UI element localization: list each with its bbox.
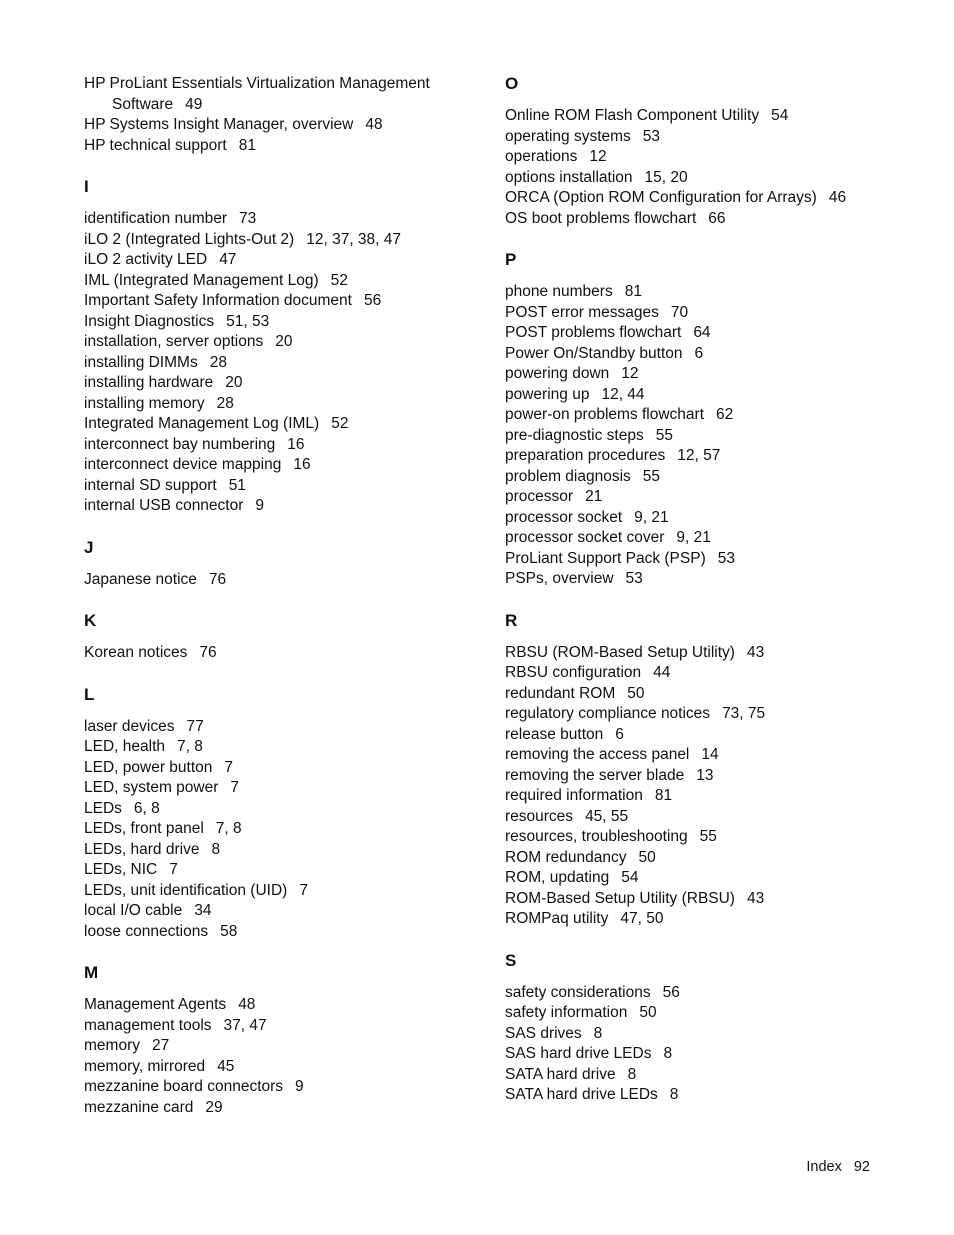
index-page-ref[interactable]: 45 — [217, 1057, 235, 1075]
index-term: RBSU (ROM-Based Setup Utility) — [505, 643, 735, 661]
index-entry — [505, 549, 925, 570]
index-term: regulatory compliance notices — [505, 705, 711, 722]
index-term: installing memory — [84, 394, 205, 412]
index-entry — [84, 758, 484, 779]
index-section-o — [505, 74, 925, 229]
index-page-ref[interactable]: 48 — [238, 996, 256, 1013]
index-page-ref[interactable]: 7, 8 — [215, 820, 242, 837]
index-section-r — [505, 590, 925, 930]
index-term: ProLiant Support Pack (PSP) — [505, 549, 706, 567]
index-term: preparation procedures — [505, 447, 666, 464]
index-page-ref[interactable]: 27 — [151, 1037, 170, 1054]
index-letter-heading: S — [505, 950, 517, 970]
index-page-ref[interactable]: 48 — [365, 116, 383, 133]
index-term: interconnect device mapping — [84, 456, 282, 473]
index-entry — [505, 209, 925, 230]
index-term: Power On/Standby button — [505, 344, 683, 362]
index-letter-heading: L — [84, 684, 95, 704]
index-term: LEDs, NIC — [84, 861, 158, 878]
index-entry — [505, 528, 925, 549]
index-section-p — [505, 229, 925, 590]
index-term: operating systems — [505, 127, 631, 145]
index-entry — [84, 435, 484, 456]
index-term: processor socket — [505, 508, 623, 526]
index-page-ref[interactable]: 47 — [219, 251, 237, 268]
index-page-ref[interactable]: 12, 37, 38, 47 — [306, 230, 402, 248]
index-term: operations — [505, 148, 578, 165]
index-entry — [84, 840, 484, 861]
index-term: redundant ROM — [505, 684, 616, 702]
index-entry — [505, 983, 925, 1004]
index-term: installation, server options — [84, 333, 264, 350]
index-page-ref[interactable]: 45, 55 — [585, 807, 629, 825]
index-entry — [84, 995, 484, 1016]
index-entry — [84, 860, 484, 881]
index-page-ref[interactable]: 12 — [621, 365, 639, 382]
index-term: interconnect bay numbering — [84, 435, 276, 453]
index-page-ref[interactable]: 44 — [653, 664, 671, 681]
index-term: phone numbers — [505, 283, 613, 300]
index-term: processor — [505, 488, 574, 505]
index-entry — [84, 881, 484, 902]
index-page-ref[interactable]: 9, 21 — [676, 529, 711, 546]
index-entry — [84, 1057, 484, 1078]
index-term: removing the access panel — [505, 746, 690, 763]
index-page-ref[interactable]: 81 — [238, 136, 256, 154]
index-term: PSPs, overview — [505, 570, 614, 587]
index-entry — [84, 250, 484, 271]
index-page-ref[interactable]: 52 — [331, 415, 349, 432]
index-term: identification number — [84, 210, 228, 227]
index-section-s — [505, 930, 925, 1106]
index-entry — [505, 467, 925, 488]
index-term: release button — [505, 725, 604, 743]
index-page-ref[interactable]: 8 — [663, 1045, 673, 1062]
index-letter-heading: K — [84, 611, 97, 630]
index-term: internal SD support — [84, 476, 217, 494]
index-term: LEDs, hard drive — [84, 840, 200, 858]
index-term: OS boot problems flowchart — [505, 209, 697, 227]
index-term: ORCA (Option ROM Configuration for Arrays) — [505, 189, 817, 206]
index-page-ref[interactable]: 53 — [625, 570, 643, 587]
index-page-ref[interactable]: 6 — [694, 344, 704, 362]
index-page-ref[interactable]: 76 — [199, 644, 217, 661]
index-letter-heading: J — [84, 537, 94, 557]
index-term: POST error messages — [505, 303, 659, 321]
index-letter-heading: M — [84, 963, 99, 982]
index-entry — [505, 508, 925, 529]
index-entry — [84, 414, 484, 435]
index-section-continued — [84, 74, 484, 156]
index-term: Software — [112, 95, 174, 113]
index-term: SATA hard drive — [505, 1065, 616, 1083]
index-page-ref[interactable]: 7 — [230, 779, 240, 796]
index-page-ref[interactable]: 47, 50 — [620, 910, 664, 927]
index-entry — [505, 487, 925, 508]
index-term: LED, power button — [84, 758, 213, 776]
index-page-ref[interactable]: 21 — [585, 488, 603, 505]
index-term: powering up — [505, 385, 590, 403]
index-entry — [505, 1024, 925, 1045]
index-term: iLO 2 activity LED — [84, 251, 208, 268]
index-entry — [84, 570, 484, 591]
index-page-ref[interactable]: 56 — [363, 292, 382, 309]
index-page-ref[interactable]: 15, 20 — [644, 168, 688, 186]
index-entry — [84, 717, 484, 738]
index-letter-heading: P — [505, 250, 517, 269]
index-page-ref[interactable]: 28 — [209, 353, 227, 371]
index-entry — [505, 1044, 925, 1065]
index-entry — [84, 496, 484, 517]
index-page-ref[interactable]: 55 — [655, 426, 673, 444]
index-entry — [84, 136, 484, 157]
index-term: Management Agents — [84, 996, 227, 1013]
index-entry — [505, 188, 925, 209]
index-term: LEDs, front panel — [84, 820, 204, 837]
index-page-ref[interactable]: 73 — [239, 210, 257, 227]
index-term: power-on problems flowchart — [505, 406, 705, 423]
index-term: Insight Diagnostics — [84, 312, 215, 330]
index-entry — [84, 455, 484, 476]
index-entry — [505, 1065, 925, 1086]
index-page-ref[interactable]: 64 — [693, 324, 711, 341]
index-entry — [84, 332, 484, 353]
index-page-ref[interactable]: 7 — [224, 758, 234, 776]
index-page-ref[interactable]: 8 — [593, 1024, 603, 1042]
index-page-ref[interactable]: 50 — [639, 1004, 657, 1021]
index-term: LED, system power — [84, 779, 219, 796]
index-entry — [505, 364, 925, 385]
index-page-ref[interactable]: 34 — [194, 902, 212, 919]
index-letter-heading: I — [84, 177, 89, 196]
index-term: safety information — [505, 1004, 628, 1021]
index-entry — [84, 1036, 484, 1057]
index-entry — [505, 786, 925, 807]
index-page-ref[interactable]: 70 — [670, 303, 689, 321]
index-page-ref[interactable]: 12, 44 — [601, 385, 645, 403]
index-entry — [505, 147, 925, 168]
index-page-ref[interactable]: 6, 8 — [133, 799, 160, 817]
index-entry — [505, 745, 925, 766]
index-page-ref[interactable]: 16 — [287, 435, 305, 453]
index-entry — [505, 323, 925, 344]
index-term: Japanese notice — [84, 570, 197, 588]
index-term: removing the server blade — [505, 766, 685, 784]
index-term: options installation — [505, 168, 633, 186]
index-entry — [84, 312, 484, 333]
index-page-ref[interactable]: 8 — [211, 840, 221, 858]
index-entry — [84, 799, 484, 820]
index-term: LEDs — [84, 799, 122, 817]
page-footer — [806, 1158, 870, 1176]
index-entry — [505, 725, 925, 746]
index-term: Important Safety Information document — [84, 292, 352, 309]
index-page-ref[interactable]: 14 — [701, 746, 719, 763]
index-entry — [505, 827, 925, 848]
index-term: loose connections — [84, 922, 209, 940]
index-page-ref[interactable]: 9 — [295, 1078, 304, 1095]
index-entry — [84, 230, 484, 251]
index-page-ref[interactable]: 8 — [627, 1065, 637, 1083]
index-entry — [505, 848, 925, 869]
index-page-ref[interactable]: 29 — [205, 1098, 223, 1116]
index-entry — [505, 807, 925, 828]
index-term: iLO 2 (Integrated Lights-Out 2) — [84, 230, 295, 248]
index-page-ref[interactable]: 51 — [228, 476, 246, 494]
index-column-right — [505, 74, 925, 1106]
index-page-ref[interactable]: 56 — [662, 983, 680, 1001]
index-entry — [84, 901, 484, 922]
index-page-ref[interactable]: 53 — [642, 127, 661, 145]
index-entry — [505, 569, 925, 590]
index-term: internal USB connector — [84, 497, 244, 514]
index-entry — [84, 1016, 484, 1037]
index-term: installing DIMMs — [84, 353, 198, 371]
index-term: ROM redundancy — [505, 848, 627, 866]
index-term: pre-diagnostic steps — [505, 426, 644, 444]
index-term: HP ProLiant Essentials Virtualization Management — [84, 75, 430, 92]
index-entry — [84, 778, 484, 799]
index-term: processor socket cover — [505, 529, 665, 546]
index-entry — [505, 303, 925, 324]
index-page-ref[interactable]: 6 — [615, 725, 624, 743]
index-entry — [505, 106, 925, 127]
index-page-ref[interactable]: 28 — [216, 394, 234, 412]
index-term: SAS hard drive LEDs — [505, 1045, 652, 1062]
index-page-ref[interactable]: 46 — [828, 189, 847, 206]
index-page-ref[interactable]: 55 — [699, 828, 717, 845]
index-page-ref[interactable]: 20 — [275, 333, 293, 350]
index-page-ref[interactable]: 43 — [746, 889, 765, 907]
index-entry — [84, 95, 484, 116]
index-term: RBSU configuration — [505, 664, 642, 681]
index-letter-heading: R — [505, 610, 518, 630]
index-entry — [505, 889, 925, 910]
index-entry — [505, 868, 925, 889]
index-entry — [505, 446, 925, 467]
index-page-ref[interactable]: 9 — [255, 497, 265, 514]
index-entry — [84, 476, 484, 497]
index-term: SAS drives — [505, 1024, 582, 1042]
index-entry — [84, 643, 484, 664]
index-letter-heading: O — [505, 74, 519, 93]
index-page-ref[interactable]: 77 — [186, 717, 204, 735]
index-entry — [505, 344, 925, 365]
index-page-ref[interactable]: 37, 47 — [223, 1016, 267, 1034]
index-page-ref[interactable]: 81 — [624, 283, 642, 300]
index-page-ref[interactable]: 62 — [716, 406, 734, 423]
index-page-ref[interactable]: 12, 57 — [677, 447, 721, 464]
index-page-ref[interactable]: 55 — [642, 467, 661, 485]
index-entry — [505, 127, 925, 148]
index-term: memory — [84, 1037, 140, 1054]
index-page-ref[interactable]: 73, 75 — [722, 705, 766, 722]
index-page-ref[interactable]: 8 — [669, 1086, 679, 1103]
index-term: LED, health — [84, 738, 165, 755]
index-term: local I/O cable — [84, 902, 183, 919]
index-entry — [505, 663, 925, 684]
index-page-ref[interactable]: 76 — [208, 570, 227, 588]
index-term: LEDs, unit identification (UID) — [84, 881, 288, 899]
index-term: resources — [505, 807, 574, 825]
index-page-ref[interactable]: 7 — [299, 881, 308, 899]
index-entry — [505, 1085, 925, 1106]
index-page-ref[interactable]: 43 — [746, 643, 765, 661]
index-column-left — [84, 74, 484, 1118]
index-entry — [84, 271, 484, 292]
index-term: management tools — [84, 1016, 212, 1034]
index-entry — [505, 168, 925, 189]
index-page-ref[interactable]: 16 — [293, 456, 311, 473]
index-page-ref[interactable]: 49 — [185, 95, 203, 113]
index-page-ref[interactable]: 54 — [771, 107, 789, 124]
index-term: Online ROM Flash Component Utility — [505, 107, 760, 124]
index-entry — [84, 291, 484, 312]
footer-label: Index — [806, 1159, 842, 1175]
index-term: Korean notices — [84, 644, 188, 661]
index-page-ref[interactable]: 12 — [589, 148, 607, 165]
index-term: resources, troubleshooting — [505, 828, 688, 845]
index-term: mezzanine card — [84, 1098, 194, 1116]
index-entry — [84, 394, 484, 415]
index-term: HP Systems Insight Manager, overview — [84, 116, 354, 133]
index-term: memory, mirrored — [84, 1057, 206, 1075]
index-term: required information — [505, 787, 643, 804]
index-entry — [84, 373, 484, 394]
index-entry — [84, 819, 484, 840]
index-page-ref[interactable]: 66 — [708, 209, 726, 227]
index-entry — [505, 684, 925, 705]
index-entry — [84, 922, 484, 943]
index-entry — [84, 1098, 484, 1119]
index-entry — [505, 704, 925, 725]
index-page-ref[interactable]: 58 — [220, 922, 238, 940]
index-section-k — [84, 590, 484, 664]
footer-page-number: 92 — [853, 1159, 870, 1175]
index-page-ref[interactable]: 53 — [717, 549, 735, 567]
index-entry — [84, 353, 484, 374]
index-entry — [84, 209, 484, 230]
index-term: IML (Integrated Management Log) — [84, 271, 319, 289]
index-term: ROM-Based Setup Utility (RBSU) — [505, 889, 735, 907]
index-entry — [505, 385, 925, 406]
index-term: installing hardware — [84, 374, 214, 391]
index-entry — [505, 643, 925, 664]
index-page-ref[interactable]: 7 — [169, 861, 178, 878]
index-term: SATA hard drive LEDs — [505, 1086, 658, 1103]
index-page-ref[interactable]: 20 — [225, 374, 243, 391]
index-section-i — [84, 156, 484, 517]
index-term: HP technical support — [84, 136, 227, 154]
index-term: safety considerations — [505, 983, 651, 1001]
index-term: powering down — [505, 365, 610, 382]
index-entry — [84, 74, 484, 95]
index-entry — [505, 766, 925, 787]
index-term: laser devices — [84, 717, 175, 735]
index-term: Integrated Management Log (IML) — [84, 415, 320, 432]
index-entry — [505, 1003, 925, 1024]
index-section-m — [84, 942, 484, 1118]
index-entry — [505, 909, 925, 930]
index-entry — [84, 1077, 484, 1098]
index-page-ref[interactable]: 7, 8 — [177, 738, 203, 755]
index-term: ROMPaq utility — [505, 910, 609, 927]
index-entry — [84, 737, 484, 758]
index-term: ROM, updating — [505, 869, 610, 886]
index-page-ref[interactable]: 13 — [696, 766, 714, 784]
index-page-ref[interactable]: 50 — [627, 684, 645, 702]
index-page-ref[interactable]: 81 — [654, 787, 673, 804]
index-term: POST problems flowchart — [505, 324, 682, 341]
index-entry — [505, 426, 925, 447]
index-term: mezzanine board connectors — [84, 1078, 284, 1095]
index-page-ref[interactable]: 51, 53 — [226, 312, 270, 330]
index-page-ref[interactable]: 52 — [330, 271, 348, 289]
index-section-j — [84, 517, 484, 591]
index-entry — [505, 405, 925, 426]
index-term: problem diagnosis — [505, 467, 631, 485]
index-entry — [84, 115, 484, 136]
index-entry — [505, 282, 925, 303]
index-section-l — [84, 664, 484, 943]
index-page-ref[interactable]: 9, 21 — [634, 508, 669, 526]
index-page-ref[interactable]: 54 — [621, 869, 639, 886]
index-page-ref[interactable]: 50 — [638, 848, 656, 866]
